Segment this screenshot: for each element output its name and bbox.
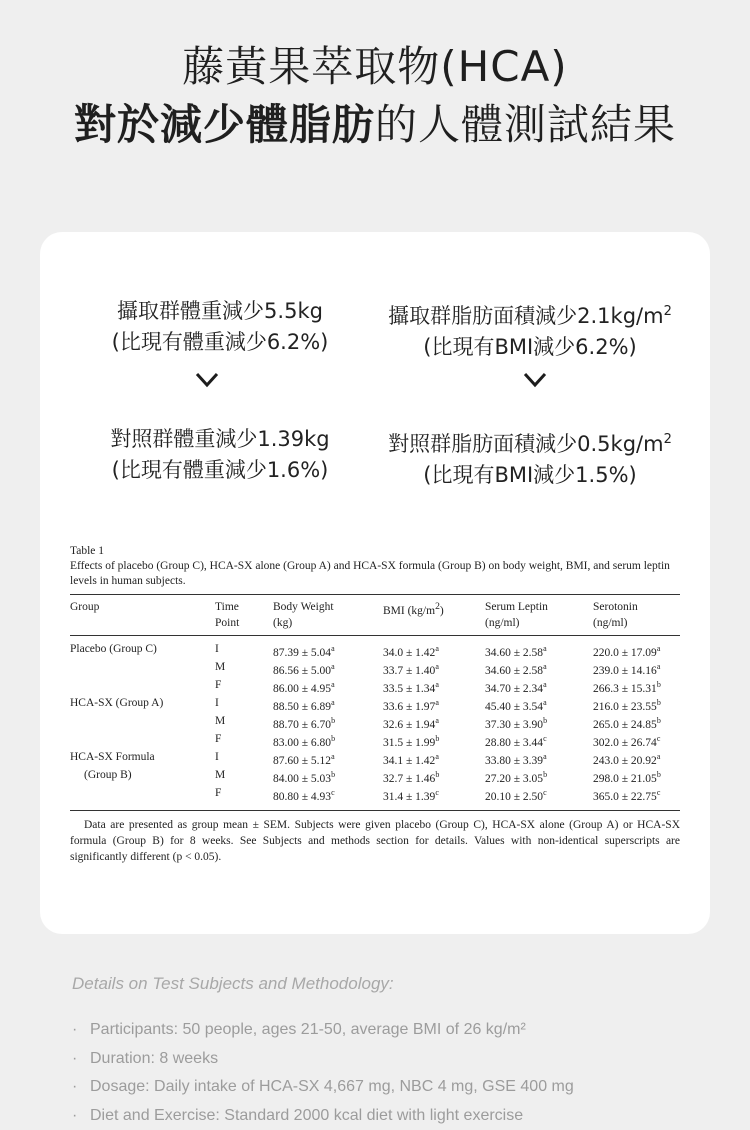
subtitle-bold-part: 對於減少體脂肪 bbox=[74, 100, 375, 149]
control-weight-stat bbox=[90, 424, 350, 486]
cell-serotonin: 216.0 ± 23.55$^b$ bbox=[593, 696, 680, 714]
cell-body-weight: 83.00 ± 6.80$^b$ bbox=[273, 732, 383, 750]
control-fat-main: 對照群脂肪面積減少$0.5kg/m^2$ bbox=[370, 424, 690, 460]
cell-bmi: 33.7 ± 1.40$^a$ bbox=[383, 660, 485, 678]
cell-group bbox=[70, 714, 215, 732]
details-item: · Participants: 50 people, ages 21-50, average BMI of 26 kg/m² bbox=[72, 1016, 574, 1045]
cell-bmi: 32.7 ± 1.46$^b$ bbox=[383, 768, 485, 786]
intake-weight-sub: (比現有體重減少6.2%) bbox=[90, 327, 350, 358]
cell-time-point: M bbox=[215, 714, 273, 732]
cell-bmi: 34.0 ± 1.42$^a$ bbox=[383, 636, 485, 661]
cell-serotonin: 298.0 ± 21.05$^b$ bbox=[593, 768, 680, 786]
page-subtitle bbox=[0, 96, 750, 154]
table-caption: Effects of placebo (Group C), HCA-SX alone (Group A) and HCA-SX formula (Group B) on body weight, BMI, and serum leptin levels in human subjects. bbox=[70, 559, 680, 589]
research-table bbox=[70, 544, 680, 865]
intake-fat-main: 攝取群脂肪面積減少$2.1kg/m^2$ bbox=[370, 296, 690, 332]
cell-serum-leptin: 37.30 ± 3.90$^b$ bbox=[485, 714, 593, 732]
bullet: · bbox=[72, 1102, 77, 1130]
intake-weight-stat bbox=[90, 296, 350, 358]
table-rule-bottom bbox=[70, 810, 680, 811]
cell-group: (Group B) bbox=[70, 768, 215, 786]
cell-body-weight: 88.70 ± 6.70$^b$ bbox=[273, 714, 383, 732]
table-row bbox=[70, 660, 680, 678]
cell-body-weight: 86.56 ± 5.00$^a$ bbox=[273, 660, 383, 678]
cell-bmi: 34.1 ± 1.42$^a$ bbox=[383, 750, 485, 768]
cell-serotonin: 365.0 ± 22.75$^c$ bbox=[593, 786, 680, 804]
table-row bbox=[70, 678, 680, 696]
cell-group bbox=[70, 786, 215, 804]
details-item: · Diet and Exercise: Standard 2000 kcal diet with light exercise bbox=[72, 1102, 574, 1130]
header-time-point: Time Point bbox=[215, 595, 273, 636]
cell-serum-leptin: 33.80 ± 3.39$^a$ bbox=[485, 750, 593, 768]
cell-serum-leptin: 27.20 ± 3.05$^b$ bbox=[485, 768, 593, 786]
table-label: Table 1 bbox=[70, 544, 680, 559]
chevron-down-icon bbox=[523, 372, 547, 388]
cell-serum-leptin: 45.40 ± 3.54$^a$ bbox=[485, 696, 593, 714]
cell-bmi: 32.6 ± 1.94$^a$ bbox=[383, 714, 485, 732]
cell-time-point: I bbox=[215, 750, 273, 768]
intake-fat-stat bbox=[370, 296, 690, 363]
cell-serum-leptin: 34.70 ± 2.34$^a$ bbox=[485, 678, 593, 696]
cell-serotonin: 265.0 ± 24.85$^b$ bbox=[593, 714, 680, 732]
bullet: · bbox=[72, 1016, 77, 1045]
cell-time-point: M bbox=[215, 660, 273, 678]
cell-group: HCA-SX (Group A) bbox=[70, 696, 215, 714]
cell-time-point: F bbox=[215, 786, 273, 804]
cell-bmi: 31.4 ± 1.39$^c$ bbox=[383, 786, 485, 804]
cell-bmi: 33.5 ± 1.34$^a$ bbox=[383, 678, 485, 696]
bullet: · bbox=[72, 1073, 77, 1102]
cell-group bbox=[70, 660, 215, 678]
cell-serotonin: 239.0 ± 14.16$^a$ bbox=[593, 660, 680, 678]
table-row bbox=[70, 696, 680, 714]
cell-body-weight: 86.00 ± 4.95$^a$ bbox=[273, 678, 383, 696]
cell-body-weight: 87.39 ± 5.04$^a$ bbox=[273, 636, 383, 661]
page-title: 藤黃果萃取物(HCA) bbox=[0, 40, 750, 94]
cell-group: HCA-SX Formula bbox=[70, 750, 215, 768]
cell-group bbox=[70, 678, 215, 696]
table-row bbox=[70, 786, 680, 804]
details-item: · Dosage: Daily intake of HCA-SX 4,667 mg, NBC 4 mg, GSE 400 mg bbox=[72, 1073, 574, 1102]
cell-time-point: M bbox=[215, 768, 273, 786]
header-serotonin: Serotonin (ng/ml) bbox=[593, 595, 680, 636]
cell-body-weight: 87.60 ± 5.12$^a$ bbox=[273, 750, 383, 768]
details-list bbox=[72, 1016, 574, 1130]
cell-serum-leptin: 34.60 ± 2.58$^a$ bbox=[485, 660, 593, 678]
cell-body-weight: 88.50 ± 6.89$^a$ bbox=[273, 696, 383, 714]
cell-bmi: 31.5 ± 1.99$^b$ bbox=[383, 732, 485, 750]
data-table bbox=[70, 595, 680, 804]
cell-time-point: F bbox=[215, 678, 273, 696]
results-card bbox=[40, 232, 710, 934]
control-fat-sub: (比現有BMI減少1.5%) bbox=[370, 460, 690, 491]
details-heading: Details on Test Subjects and Methodology: bbox=[72, 974, 394, 994]
header-bmi: BMI $(kg/m^2)$ bbox=[383, 595, 485, 636]
table-row bbox=[70, 750, 680, 768]
cell-body-weight: 80.80 ± 4.93$^c$ bbox=[273, 786, 383, 804]
intake-weight-main: 攝取群體重減少5.5kg bbox=[90, 296, 350, 327]
cell-group bbox=[70, 732, 215, 750]
table-row bbox=[70, 732, 680, 750]
cell-serotonin: 266.3 ± 15.31$^b$ bbox=[593, 678, 680, 696]
cell-time-point: I bbox=[215, 696, 273, 714]
cell-serotonin: 220.0 ± 17.09$^a$ bbox=[593, 636, 680, 661]
cell-time-point: F bbox=[215, 732, 273, 750]
table-footnote: Data are presented as group mean ± SEM. Subjects were given placebo (Group C), HCA-SX alone (Group A) or HCA-SX formula (Group B) for 8 weeks. See Subjects and methods section for details. Values with non-identical superscripts are significantly different (p < 0.05). bbox=[70, 817, 680, 865]
cell-group: Placebo (Group C) bbox=[70, 636, 215, 661]
cell-serotonin: 243.0 ± 20.92$^a$ bbox=[593, 750, 680, 768]
header-body-weight: Body Weight (kg) bbox=[273, 595, 383, 636]
control-fat-stat bbox=[370, 424, 690, 491]
chevron-down-icon bbox=[195, 372, 219, 388]
control-weight-main: 對照群體重減少1.39kg bbox=[90, 424, 350, 455]
cell-serum-leptin: 28.80 ± 3.44$^c$ bbox=[485, 732, 593, 750]
cell-serum-leptin: 34.60 ± 2.58$^a$ bbox=[485, 636, 593, 661]
table-row bbox=[70, 768, 680, 786]
header-serum-leptin: Serum Leptin (ng/ml) bbox=[485, 595, 593, 636]
cell-serum-leptin: 20.10 ± 2.50$^c$ bbox=[485, 786, 593, 804]
details-item: · Duration: 8 weeks bbox=[72, 1045, 574, 1074]
bullet: · bbox=[72, 1045, 77, 1074]
cell-body-weight: 84.00 ± 5.03$^b$ bbox=[273, 768, 383, 786]
cell-time-point: I bbox=[215, 636, 273, 661]
header-group: Group bbox=[70, 595, 215, 636]
subtitle-light-part: 的人體測試結果 bbox=[375, 100, 676, 149]
control-weight-sub: (比現有體重減少1.6%) bbox=[90, 455, 350, 486]
table-header-row bbox=[70, 595, 680, 636]
table-row bbox=[70, 714, 680, 732]
cell-serotonin: 302.0 ± 26.74$^c$ bbox=[593, 732, 680, 750]
intake-fat-sub: (比現有BMI減少6.2%) bbox=[370, 332, 690, 363]
cell-bmi: 33.6 ± 1.97$^a$ bbox=[383, 696, 485, 714]
table-row bbox=[70, 636, 680, 661]
